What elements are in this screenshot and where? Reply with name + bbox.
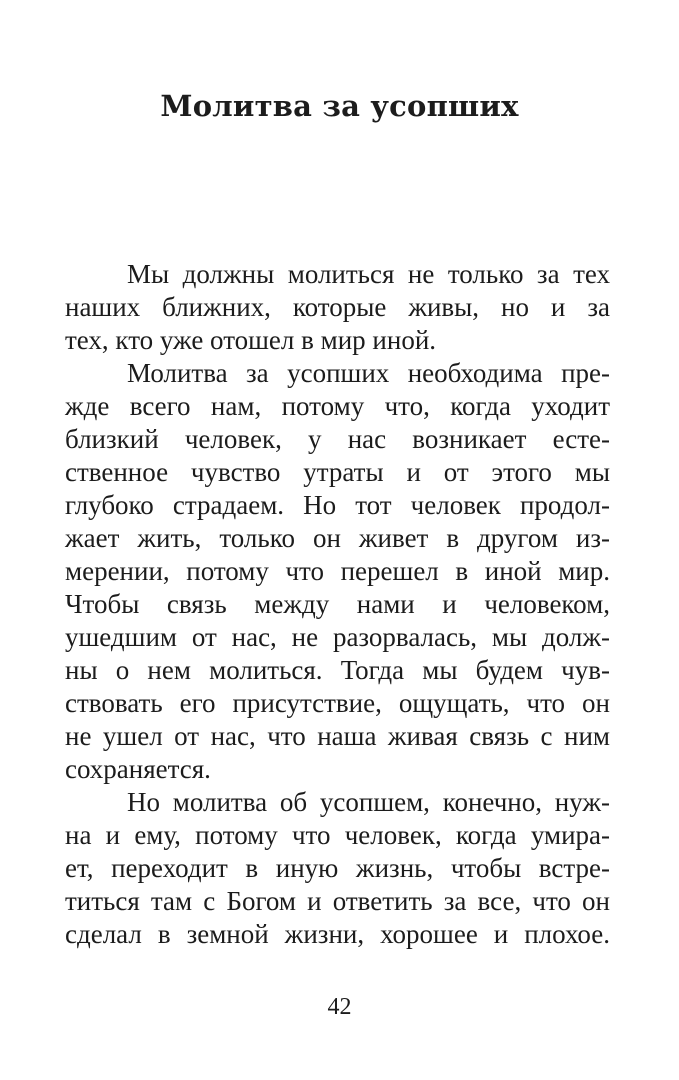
text-line: не ушел от нас, что наша живая связь с ним xyxy=(65,721,610,751)
text-line: сделал в земной жизни, хорошее и плохое. xyxy=(65,919,610,949)
text-line: жает жить, только он живет в другом из- xyxy=(65,523,610,553)
page-title: Молитва за усопших xyxy=(160,89,519,123)
text-line: Но молитва об усопшем, конечно, нуж- xyxy=(127,787,610,817)
text-line: глубоко страдаем. Но тот человек продол- xyxy=(65,490,610,520)
body-text xyxy=(65,258,610,951)
text-line: мерении, потому что перешел в иной мир. xyxy=(65,556,610,586)
text-line: жде всего нам, потому что, когда уходит xyxy=(65,391,610,421)
page-number: 42 xyxy=(327,994,352,1020)
text-line: близкий человек, у нас возникает есте- xyxy=(65,424,610,454)
text-line: наших ближних, которые живы, но и за xyxy=(65,292,610,322)
text-line: Чтобы связь между нами и человеком, xyxy=(65,589,610,619)
text-line: ственное чувство утраты и от этого мы xyxy=(65,457,610,487)
text-line: на и ему, потому что человек, когда умира- xyxy=(65,820,610,850)
text-line: ствовать его присутствие, ощущать, что он xyxy=(65,688,610,718)
text-line: тех, кто уже отошел в мир иной. xyxy=(65,325,437,355)
text-line: Мы должны молиться не только за тех xyxy=(127,259,610,289)
text-line: ушедшим от нас, не разорвалась, мы долж- xyxy=(65,622,610,652)
text-line: ны о нем молиться. Тогда мы будем чув- xyxy=(65,655,610,685)
text-line: титься там с Богом и ответить за все, что он xyxy=(65,886,610,916)
text-line: сохраняется. xyxy=(65,754,211,784)
text-line: Молитва за усопших необходима пре- xyxy=(127,358,610,388)
text-line: ет, переходит в иную жизнь, чтобы встре- xyxy=(65,853,610,883)
